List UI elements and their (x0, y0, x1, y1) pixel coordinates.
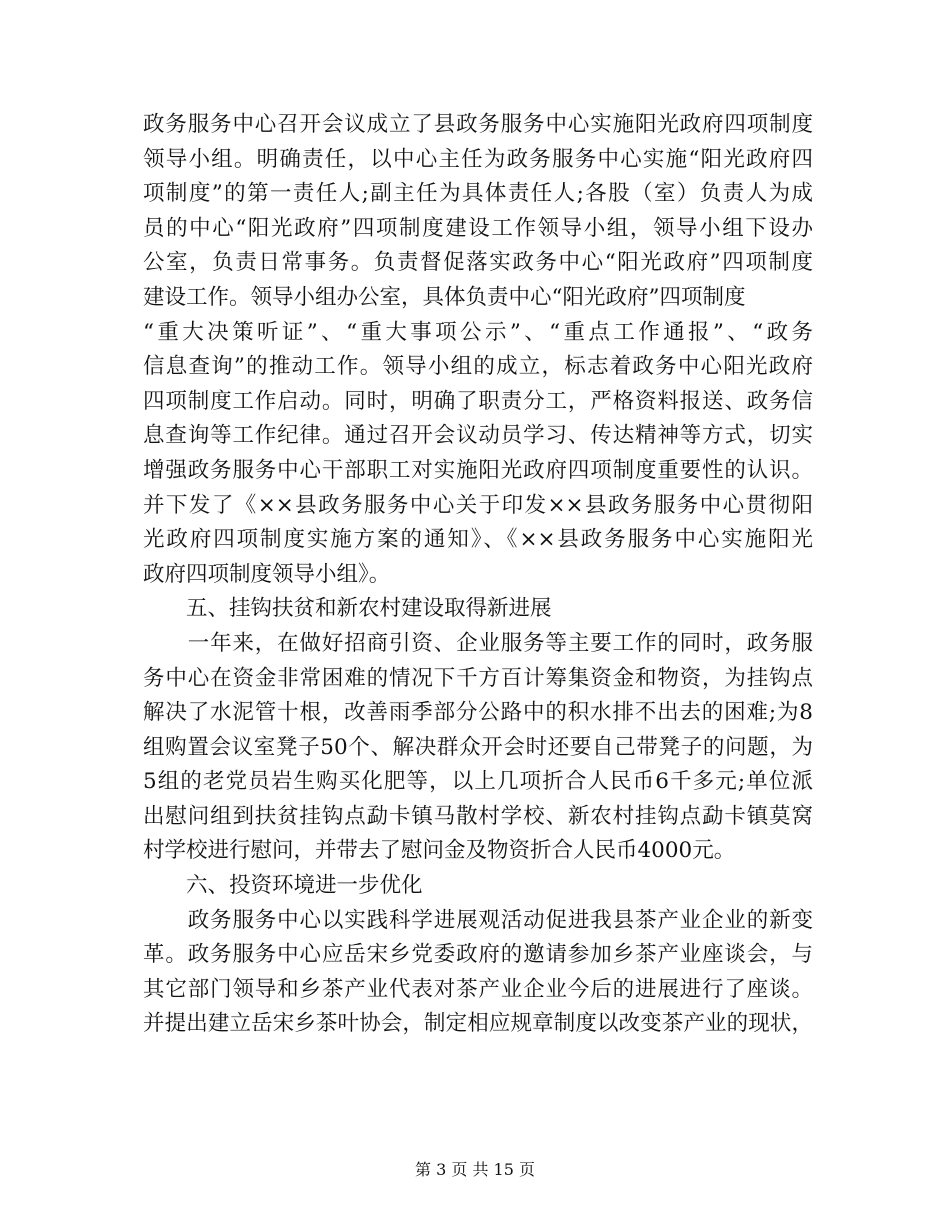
text-line: 领导小组。明确责任，以中心主任为政务服务中心实施“阳光政府四 (143, 146, 813, 172)
text-line: 务中心在资金非常困难的情况下千方百计筹集资金和物资，为挂钩点 (143, 665, 813, 691)
text-line: 革。政务服务中心应岳宋乡党委政府的邀请参加乡茶产业座谈会，与 (143, 942, 813, 968)
text-line: 政务服务中心召开会议成立了县政务服务中心实施阳光政府四项制度 (143, 112, 813, 137)
text-line: 并提出建立岳宋乡茶叶协会，制定相应规章制度以改变茶产业的现状， (143, 1011, 813, 1037)
document-body (143, 108, 813, 1042)
text-line: 解决了水泥管十根，改善雨季部分公路中的积水排不出去的困难;为8 (143, 700, 813, 726)
text-line: 组购置会议室凳子50个、解决群众开会时还要自己带凳子的问题，为 (143, 734, 813, 760)
text-line: 出慰问组到扶贫挂钩点勐卡镇马散村学校、新农村挂钩点勐卡镇莫窝 (143, 803, 813, 829)
text-line: 光政府四项制度实施方案的通知》、《××县政务服务中心实施阳光 (143, 527, 813, 553)
text-line: 政府四项制度领导小组》。 (143, 561, 391, 587)
text-line: 建设工作。领导小组办公室，具体负责中心“阳光政府”四项制度 (143, 284, 746, 310)
text-line: 村学校进行慰问，并带去了慰问金及物资折合人民币4000元。 (143, 838, 736, 864)
text-line: 政务服务中心以实践科学进展观活动促进我县茶产业企业的新变 (143, 907, 813, 933)
text-line: 四项制度工作启动。同时，明确了职责分工，严格资料报送、政务信 (143, 388, 813, 414)
text-line: 增强政务服务中心干部职工对实施阳光政府四项制度重要性的认识。 (143, 457, 813, 483)
text-line: 信息查询”的推动工作。领导小组的成立，标志着政务中心阳光政府 (143, 354, 813, 380)
text-line: 一年来，在做好招商引资、企业服务等主要工作的同时，政务服 (143, 630, 813, 656)
text-line: 其它部门领导和乡茶产业代表对茶产业企业今后的进展进行了座谈。 (143, 976, 813, 1002)
text-line: 并下发了《××县政务服务中心关于印发××县政务服务中心贯彻阳 (143, 492, 813, 518)
page-number-footer: 第 3 页 共 15 页 (415, 1160, 535, 1179)
text-line: 5组的老党员岩生购买化肥等，以上几项折合人民币6千多元;单位派 (143, 769, 813, 795)
text-line: 项制度”的第一责任人;副主任为具体责任人;各股（室）负责人为成 (143, 181, 813, 207)
text-line: “重大决策听证”、“重大事项公示”、“重点工作通报”、“政务 (143, 319, 813, 345)
text-line: 息查询等工作纪律。通过召开会议动员学习、传达精神等方式，切实 (143, 423, 813, 449)
text-line: 五、挂钩扶贫和新农村建设取得新进展 (143, 596, 552, 622)
text-line: 六、投资环境进一步优化 (143, 873, 423, 899)
text-line: 公室，负责日常事务。负责督促落实政务中心“阳光政府”四项制度 (143, 250, 813, 276)
text-line: 员的中心“阳光政府”四项制度建设工作领导小组，领导小组下设办 (143, 215, 813, 241)
